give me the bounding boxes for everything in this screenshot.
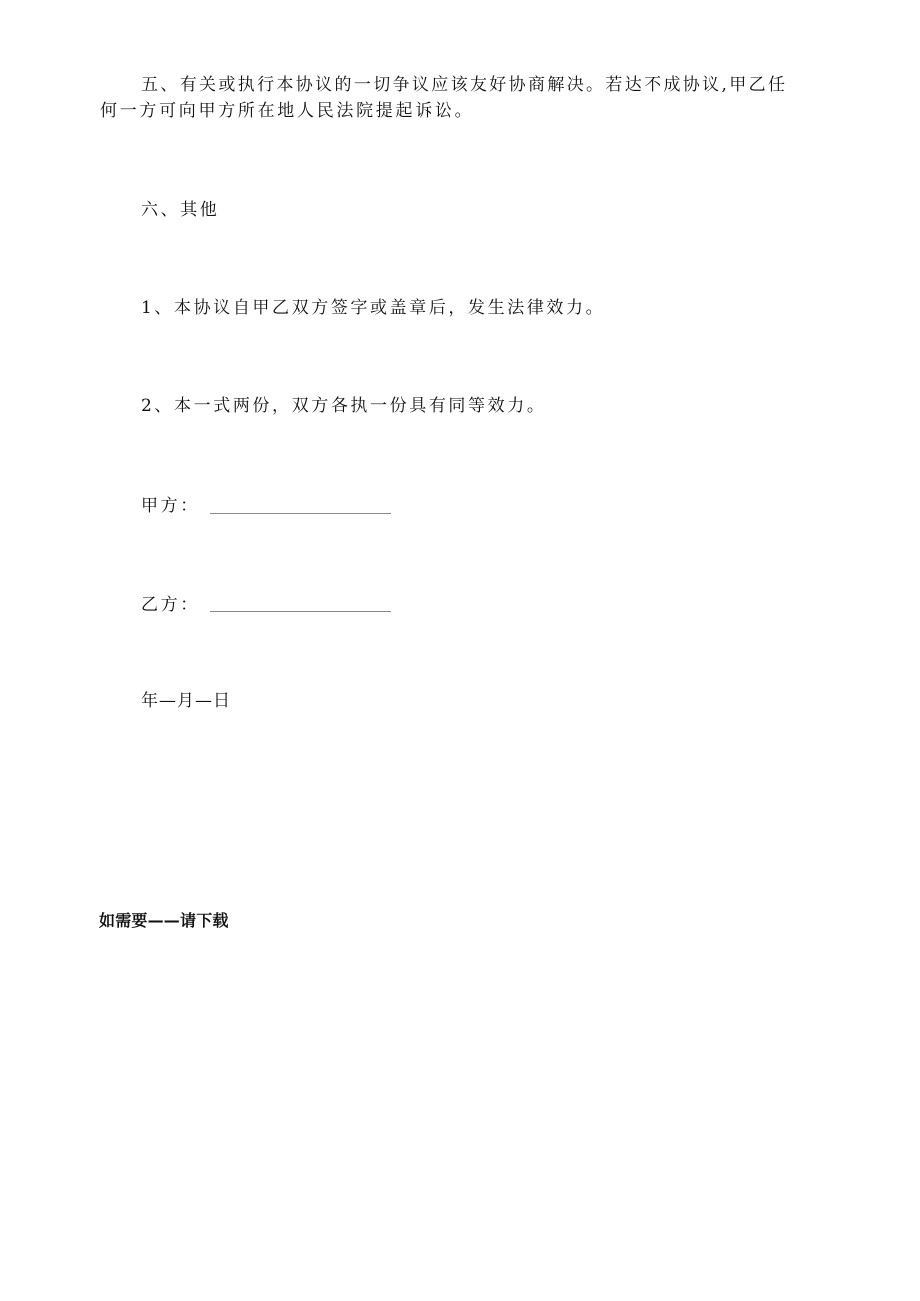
- clause-5-line-2: 何一方可向甲方所在地人民法院提起诉讼。: [100, 101, 475, 121]
- download-note: 如需要——请下载: [99, 911, 229, 930]
- clause-5-line-1: 五、有关或执行本协议的一切争议应该友好协商解决。若达不成协议,甲乙任: [141, 75, 788, 95]
- clause-6-item-1: 1、本协议自甲乙双方签字或盖章后，发生法律效力。: [141, 298, 606, 318]
- party-a-signature: [141, 494, 200, 518]
- party-a-label: 甲方：: [141, 496, 200, 516]
- party-a-signature-blank: [210, 513, 391, 514]
- clause-6-heading: 六、其他: [141, 200, 220, 220]
- clause-6-item-2: 2、本一式两份，双方各执一份具有同等效力。: [141, 396, 547, 416]
- party-b-label: 乙方：: [141, 595, 200, 615]
- party-b-signature-blank: [210, 611, 391, 612]
- signature-date: 年—月—日: [141, 691, 231, 711]
- party-b-signature: [141, 593, 200, 617]
